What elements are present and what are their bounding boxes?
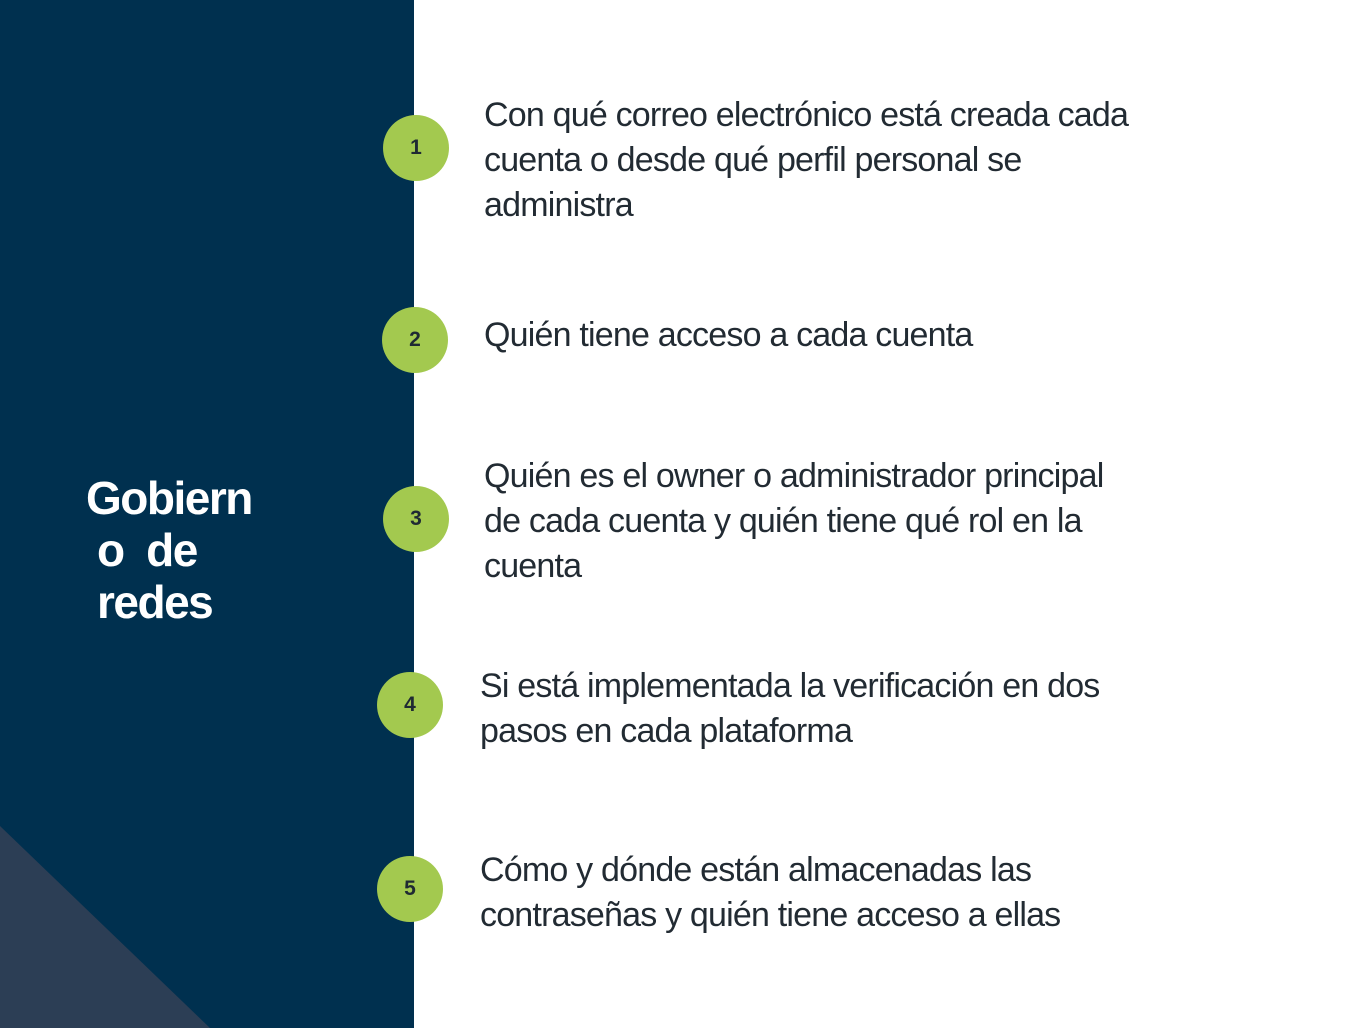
sidebar-panel	[0, 0, 414, 1028]
number-badge-1: 1	[383, 115, 449, 181]
decorative-triangle	[0, 826, 210, 1028]
number-badge-3: 3	[383, 486, 449, 552]
item-text-4: Si está implementada la verificación en dos pasos en cada plataforma	[480, 667, 1100, 750]
number-badge-2: 2	[382, 307, 448, 373]
page-title	[86, 472, 286, 628]
title-line-1: Gobiern	[86, 472, 252, 524]
title-line-3: redes	[97, 576, 213, 628]
item-text-1: Con qué correo electrónico está creada cada cuenta o desde qué perfil personal se administra	[484, 96, 1129, 224]
number-badge-5: 5	[377, 856, 443, 922]
number-badge-4: 4	[377, 672, 443, 738]
item-text-5: Cómo y dónde están almacenadas las contraseñas y quién tiene acceso a ellas	[480, 851, 1061, 934]
item-text-3: Quién es el owner o administrador principal de cada cuenta y quién tiene qué rol en la cuenta	[484, 457, 1104, 585]
title-line-2: o de	[97, 524, 197, 576]
item-text-2: Quién tiene acceso a cada cuenta	[484, 316, 973, 354]
